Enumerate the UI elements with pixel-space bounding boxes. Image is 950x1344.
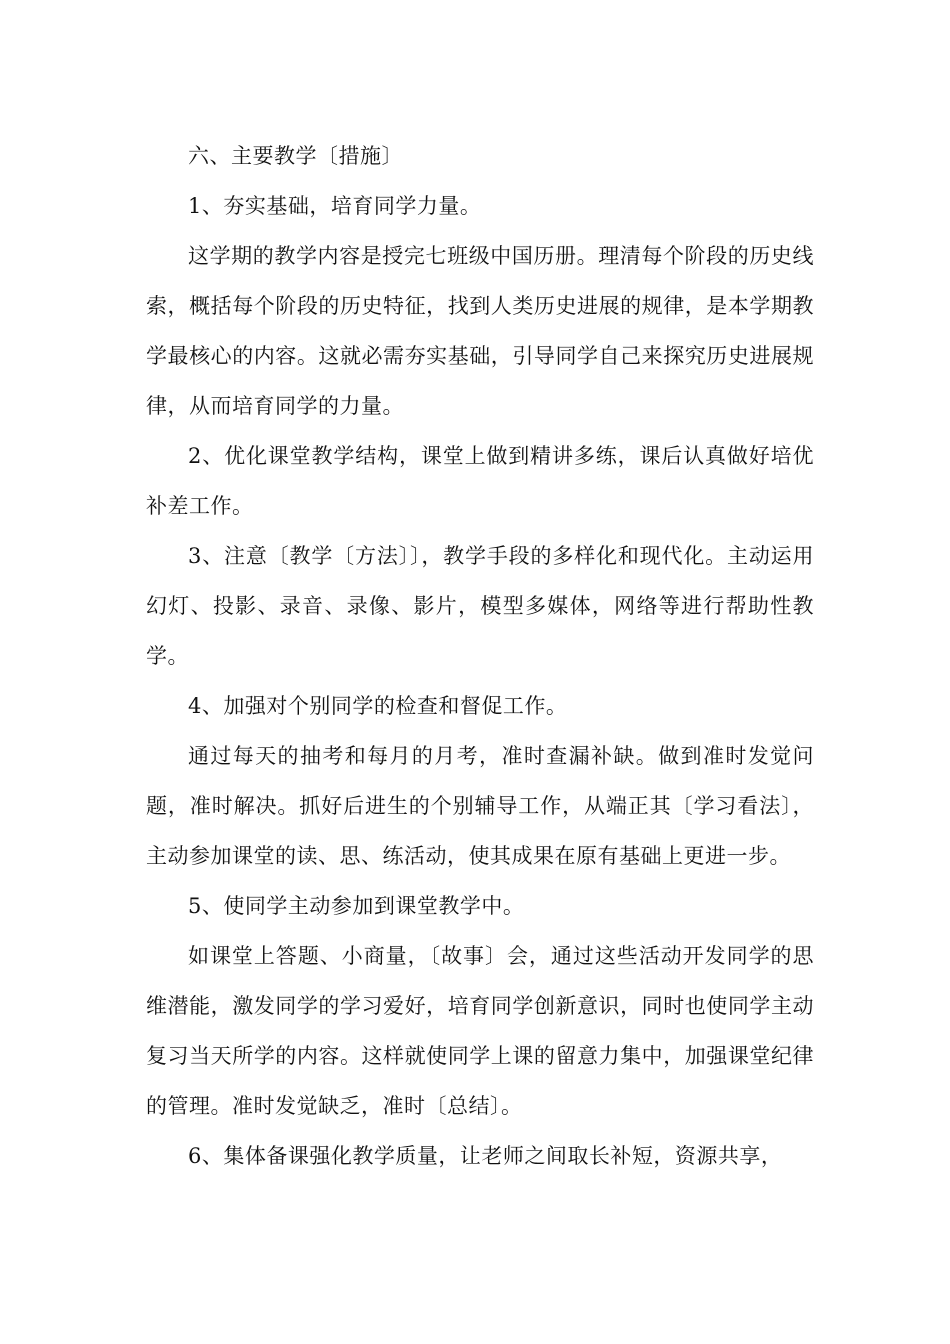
section-heading: 六、主要教学〔措施〕 <box>188 144 403 168</box>
body-paragraph-4: 通过每天的抽考和每月的月考，准时查漏补缺。做到准时发觉问题，准时解决。抓好后进生的个别辅导工作，从端正其〔学习看法〕，主动参加课堂的读、思、练活动，使其成果在原有基础上更进一步。 <box>146 744 814 868</box>
body-paragraph-1: 这学期的教学内容是授完七班级中国历册。理清每个阶段的历史线索，概括每个阶段的历史特征，找到人类历史进展的规律，是本学期教学最核心的内容。这就必需夯实基础，引导同学自己来探究历史进展规律，从而培育同学的力量。 <box>146 244 814 418</box>
item-heading-1: 1、夯实基础，培育同学力量。 <box>188 194 482 218</box>
item-heading-3: 3、注意〔教学〔方法〕〕，教学手段的多样化和现代化。主动运用幻灯、投影、录音、录像、影片，模型多媒体，网络等进行帮助性教学。 <box>146 544 814 668</box>
item-heading-5: 5、使同学主动参加到课堂教学中。 <box>188 894 525 918</box>
item-heading-4: 4、加强对个别同学的检查和督促工作。 <box>188 694 568 718</box>
item-heading-2: 2、优化课堂教学结构，课堂上做到精讲多练，课后认真做好培优补差工作。 <box>146 444 814 518</box>
body-paragraph-5: 如课堂上答题、小商量，〔故事〕会，通过这些活动开发同学的思维潜能，激发同学的学习爱好，培育同学创新意识，同时也使同学主动复习当天所学的内容。这样就使同学上课的留意力集中，加强课堂纪律的管理。准时发觉缺乏，准时〔总结〕。 <box>146 944 814 1118</box>
item-heading-6: 6、集体备课强化教学质量，让老师之间取长补短，资源共享， <box>188 1144 783 1168</box>
document-body <box>146 131 814 1181</box>
